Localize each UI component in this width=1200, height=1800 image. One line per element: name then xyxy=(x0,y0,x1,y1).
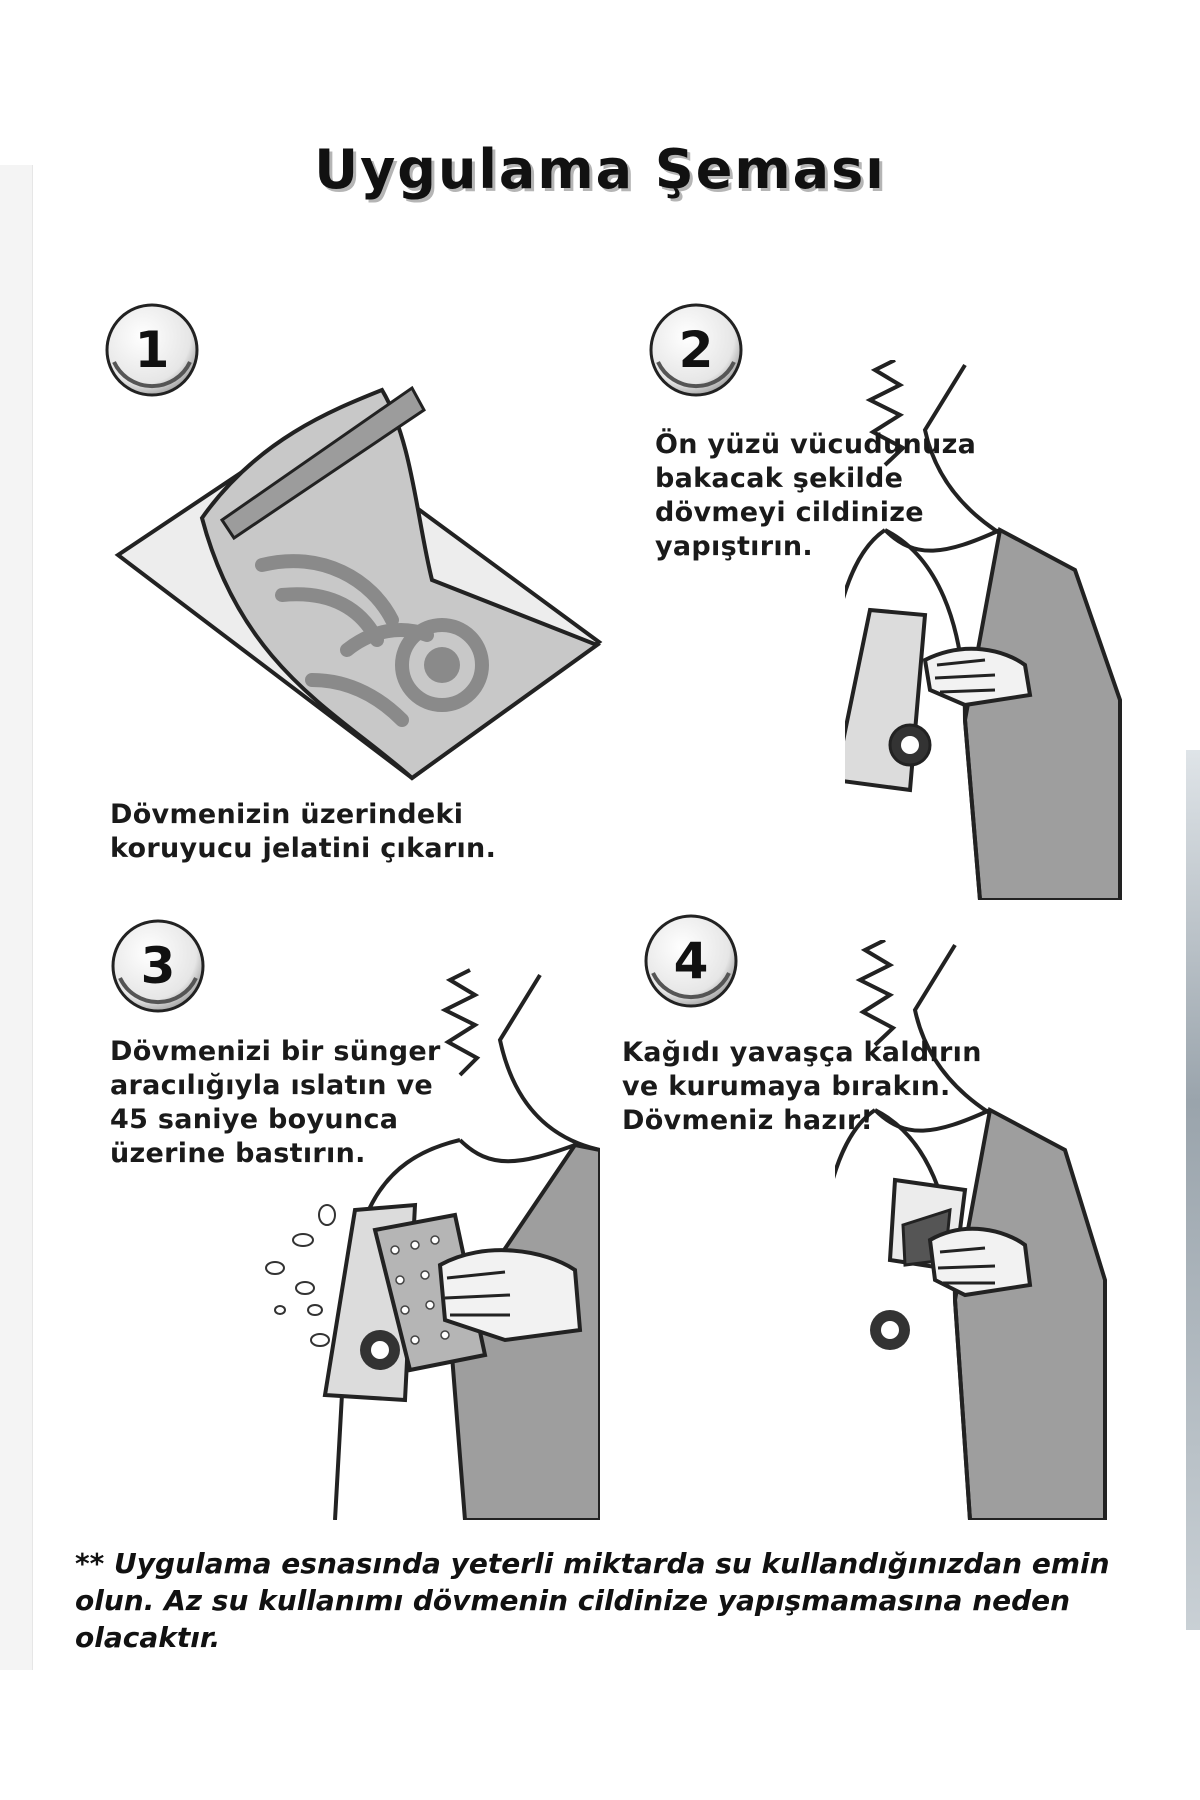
step-3-badge xyxy=(110,918,206,1014)
step-4-number: 4 xyxy=(673,932,709,990)
step-2-badge xyxy=(648,302,744,398)
step-3-number: 3 xyxy=(140,937,176,995)
step-2-text: Ön yüzü vücudunuza bakacak şekilde dövmeyi cildinize yapıştırın. xyxy=(655,429,977,562)
step-1-number: 1 xyxy=(134,321,170,379)
step-4-illustration xyxy=(835,940,1115,1520)
step-1-text: Dövmenizin üzerindeki koruyucu jelatini çıkarın. xyxy=(110,799,497,864)
step-3-text: Dövmenizi bir sünger aracılığıyla ıslatın ve 45 saniye boyunca üzerine bastırın. xyxy=(110,1036,441,1169)
step-1-illustration xyxy=(112,380,612,800)
page-title: Uygulama Şeması xyxy=(314,138,886,201)
step-2-number: 2 xyxy=(678,321,714,379)
step-4-badge xyxy=(643,913,739,1009)
right-page-edge xyxy=(1186,750,1200,1630)
left-page-edge xyxy=(0,165,33,1670)
usage-note: ** Uygulama esnasında yeterli miktarda su kullandığınızdan emin olun. Az su kullanımı dövmenin cildinize yapışmamasına neden olacaktır. xyxy=(75,1547,1110,1654)
step-4-text: Kağıdı yavaşça kaldırın ve kurumaya bırakın. Dövmeniz hazır! xyxy=(622,1037,982,1136)
